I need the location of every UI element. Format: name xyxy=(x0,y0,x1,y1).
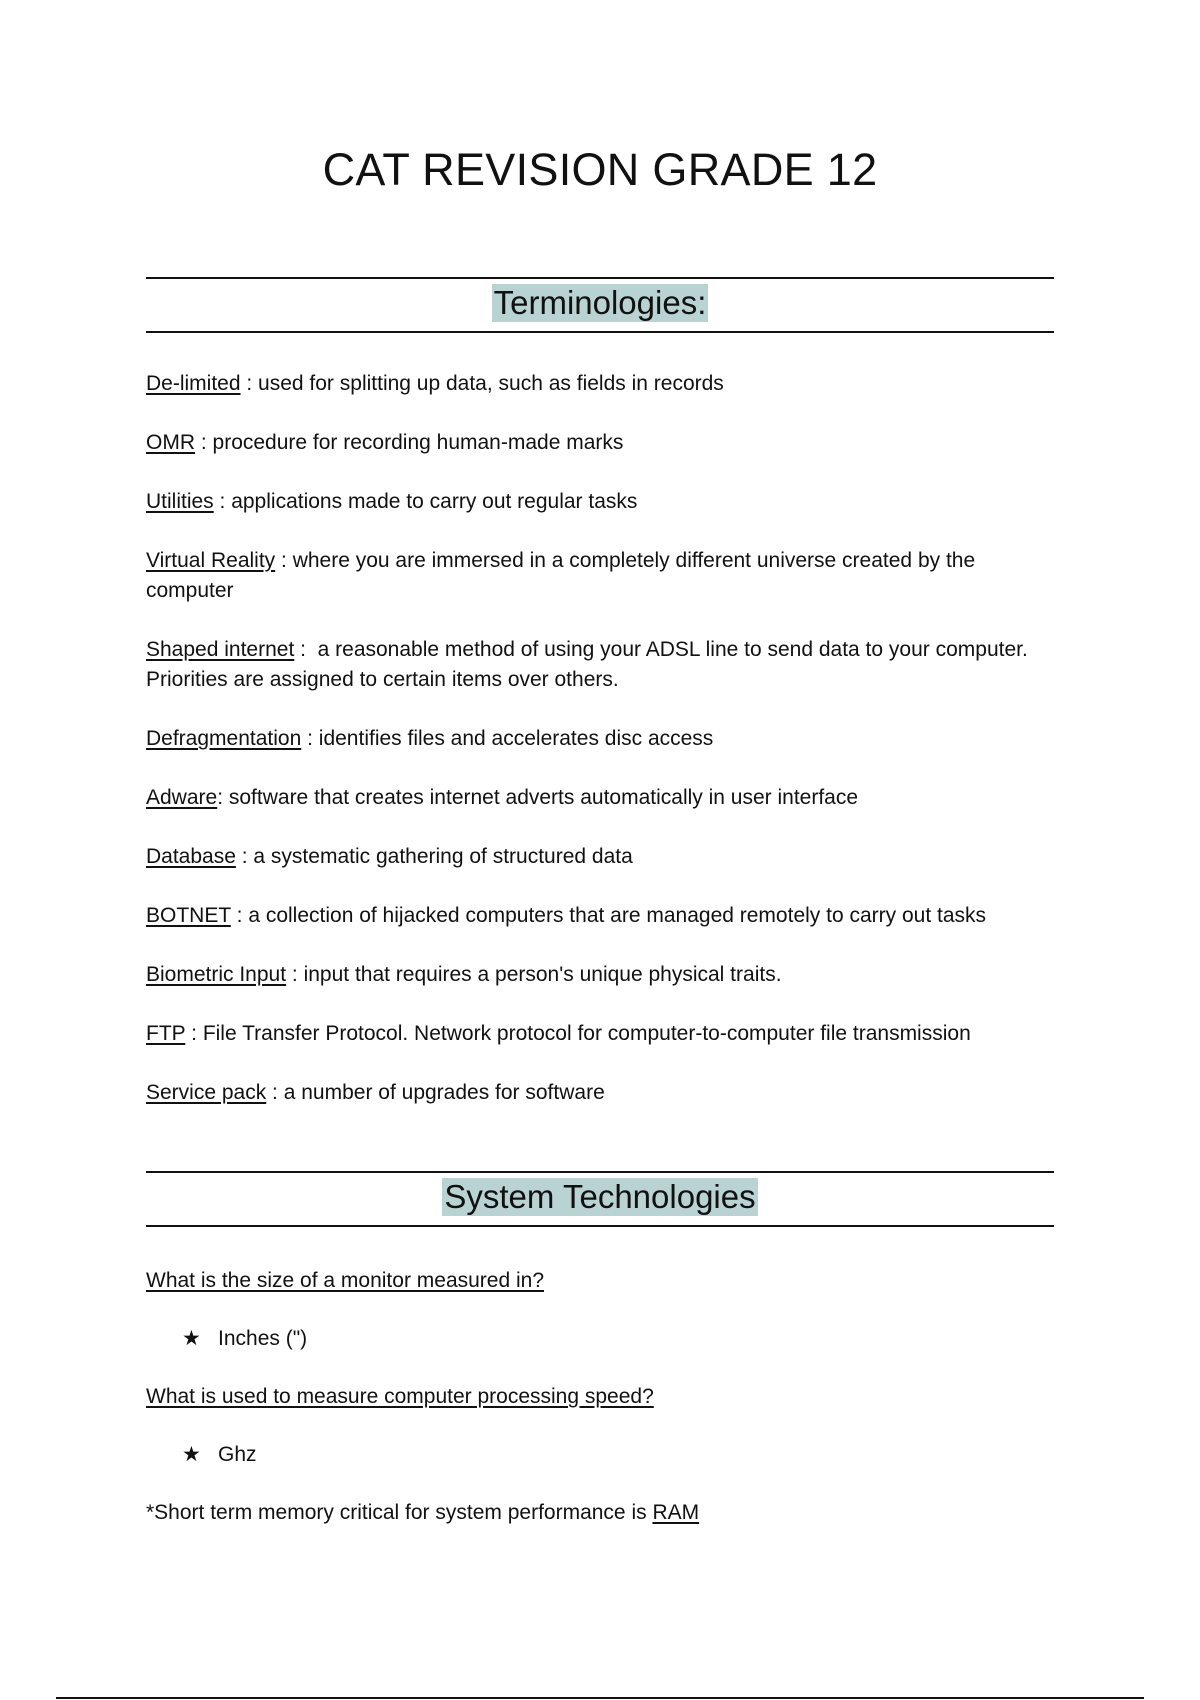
term-definition: where you are immersed in a completely different universe created by the computer xyxy=(146,549,976,602)
term-item: Utilities : applications made to carry out regular tasks xyxy=(146,490,638,513)
term-definition: a systematic gathering of structured data xyxy=(253,845,633,868)
term-name: Adware xyxy=(146,786,218,809)
system-technologies-heading: System Technologies xyxy=(444,1178,756,1215)
answer-processing-speed: ★ Ghz xyxy=(146,1440,1046,1470)
section-header-box xyxy=(146,277,1054,333)
term-definition: a collection of hijacked computers that are managed remotely to carry out tasks xyxy=(248,904,987,927)
term-definition: procedure for recording human-made marks xyxy=(212,431,624,454)
term-item: De-limited : used for splitting up data, such as fields in records xyxy=(146,372,724,395)
term-name: Service pack xyxy=(146,1081,267,1104)
term-item: Biometric Input : input that requires a person's unique physical traits. xyxy=(146,963,782,986)
term-name: Defragmentation xyxy=(146,727,302,750)
term-name: Shaped internet xyxy=(146,638,295,661)
term-definition: input that requires a person's unique physical traits. xyxy=(303,963,782,986)
term-item: OMR : procedure for recording human-made marks xyxy=(146,431,624,454)
document-title: CAT REVISION GRADE 12 xyxy=(322,144,878,195)
term-definition: applications made to carry out regular tasks xyxy=(231,490,638,513)
term-name: FTP xyxy=(146,1022,186,1045)
term-definition: identifies files and accelerates disc access xyxy=(318,727,714,750)
term-item: Defragmentation : identifies files and accelerates disc access xyxy=(146,727,714,750)
terminologies-list xyxy=(146,369,1046,1137)
term-item: Shaped internet : a reasonable method of using your ADSL line to send data to your computer. Priorities are assigned to certain items over others. xyxy=(146,638,1028,691)
term-name: BOTNET xyxy=(146,904,231,927)
footer-divider xyxy=(56,1697,1144,1699)
term-item: Database : a systematic gathering of structured data xyxy=(146,845,633,868)
star-icon: ★ xyxy=(182,1443,201,1466)
system-technologies-section-header xyxy=(146,1171,1054,1227)
star-icon: ★ xyxy=(182,1327,201,1350)
answer-monitor-size: ★ Inches (") xyxy=(146,1324,1046,1354)
terminologies-section-header xyxy=(146,277,1054,333)
system-technologies-content xyxy=(146,1266,1046,1528)
term-name: Virtual Reality xyxy=(146,549,276,572)
ram-term: RAM xyxy=(652,1501,700,1524)
terminologies-heading: Terminologies: xyxy=(493,284,707,321)
term-item: BOTNET : a collection of hijacked computers that are managed remotely to carry out tasks xyxy=(146,904,987,927)
section-header-box xyxy=(146,1171,1054,1227)
term-name: Database xyxy=(146,845,236,868)
term-item: Adware: software that creates internet adverts automatically in user interface xyxy=(146,786,859,809)
term-name: Biometric Input xyxy=(146,963,287,986)
question-monitor-size: What is the size of a monitor measured in? xyxy=(146,1269,545,1292)
ram-note: *Short term memory critical for system performance is RAM xyxy=(146,1501,700,1524)
term-item: FTP : File Transfer Protocol. Network protocol for computer-to-computer file transmission xyxy=(146,1022,971,1045)
term-definition: used for splitting up data, such as fields in records xyxy=(258,372,724,395)
term-definition: a number of upgrades for software xyxy=(283,1081,605,1104)
term-name: OMR xyxy=(146,431,195,454)
term-definition: software that creates internet adverts automatically in user interface xyxy=(228,786,859,809)
term-definition: a reasonable method of using your ADSL line to send data to your computer. Priorities are assigned to certain items over others. xyxy=(146,638,1028,691)
question-processing-speed: What is used to measure computer processing speed? xyxy=(146,1385,654,1408)
term-definition: File Transfer Protocol. Network protocol for computer-to-computer file transmission xyxy=(202,1022,971,1045)
term-name: De-limited xyxy=(146,372,241,395)
term-item: Service pack : a number of upgrades for software xyxy=(146,1081,605,1104)
term-name: Utilities xyxy=(146,490,214,513)
term-item: Virtual Reality : where you are immersed in a completely different universe created by the computer xyxy=(146,549,976,602)
